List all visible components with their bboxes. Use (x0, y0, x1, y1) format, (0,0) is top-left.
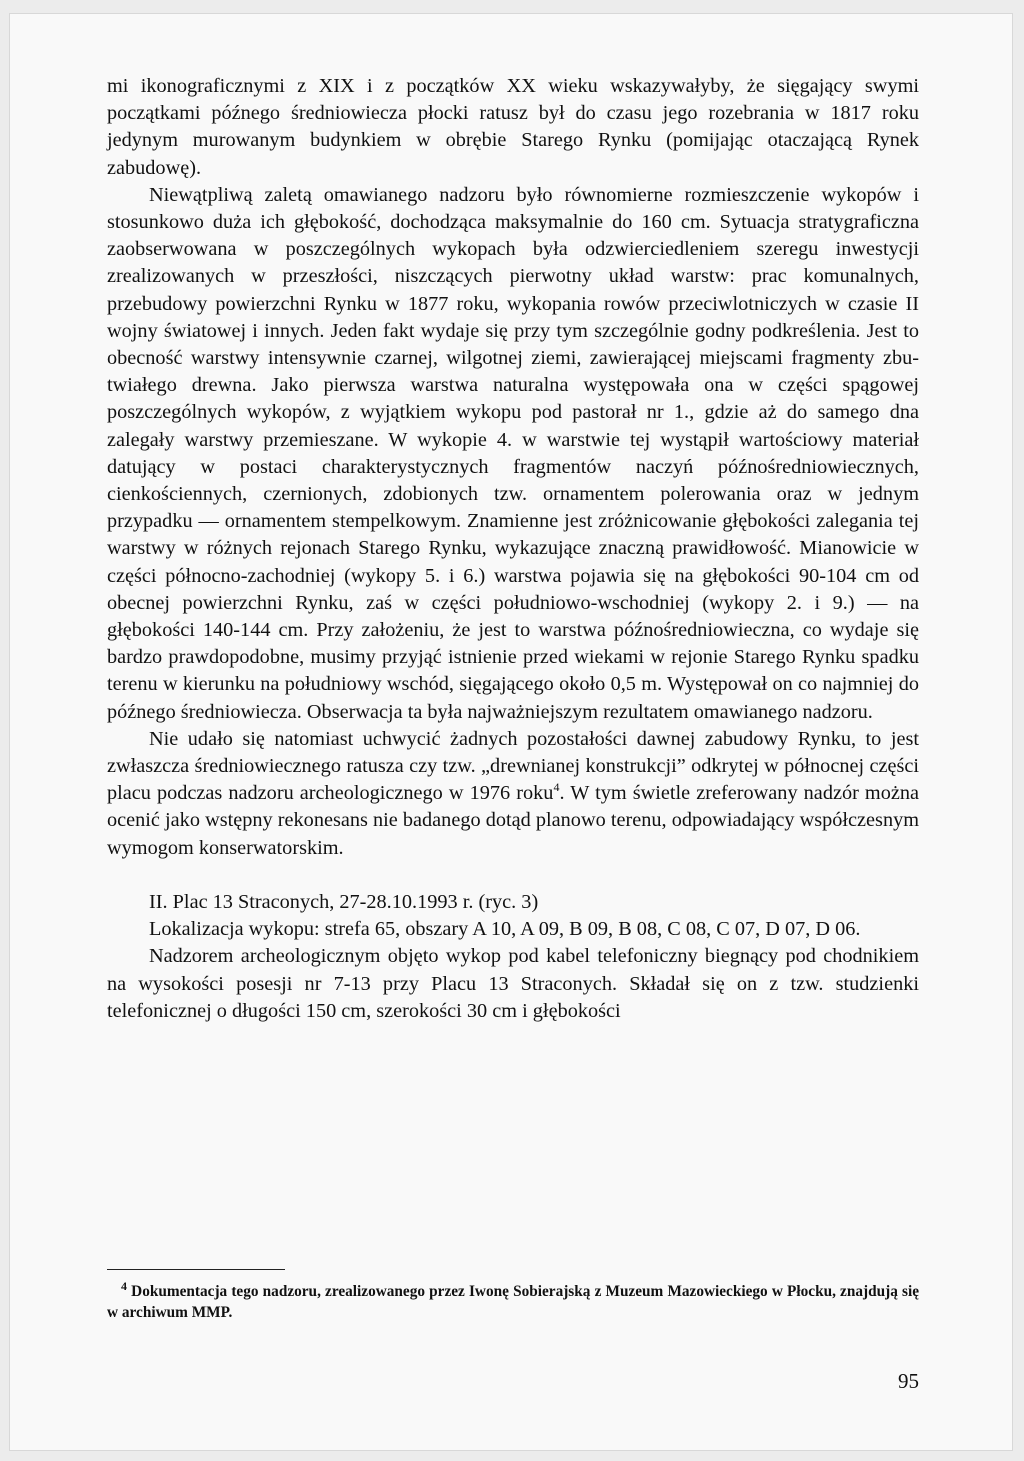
paragraph-location: Lokalizacja wykopu: strefa 65, obszary A 10, A 09, B 09, B 08, C 08, C 07, D 07, D 06. (149, 918, 861, 941)
paragraph-cable-trench: Nadzorem archeologicznym objęto wykop pod kabel telefoniczny biegnący pod chodnikiem na wysokości posesji nr 7-13 przy Placu 13 Straconych. Składał się on z tzw. studzienki telefonicznej o długości 150 cm, szerokości 30 cm i głębokości (107, 945, 919, 1022)
paragraph-continuation: mi ikonograficznymi z XIX i z początków XX wieku wskazywałyby, że sięgający swymi początkami późnego średniowiecza płocki ratusz był do czasu jego rozebrania w 1817 roku jedynym murowanym budynkiem w obrębie Starego Rynku (pomijając otaczającą Rynek zabudowę). (107, 75, 919, 179)
paragraph-stratigraphy: Niewątpliwą zaletą omawianego nadzoru było równomierne rozmieszczenie wykopów i stosunkowo duża ich głębokość, dochodząca maksymalnie do 160 cm. Sytuacja stratygraficzna zaobserwowana w poszczególnych wykopach była odzwierciedleniem szeregu inwestycji zrealizowanych w przeszłości, niszczących pierwotny układ warstw: prac komunalnych, przebudowy powierzchni Rynku w 1877 roku, wykopania rowów przeciwlotniczych w czasie II wojny światowej i innych. Jeden fakt wydaje się przy tym szczególnie godny podkreślenia. Jest to obecność warstwy intensywnie czarnej, wilgotnej ziemi, zawierającej miejscami fragmenty zbutwiałego drewna. Jako pierwsza warstwa naturalna występowała ona w części spągowej poszczególnych wykopów, z wyjątkiem wykopu pod pastorał nr 1., gdzie aż do samego dna zalegały warstwy przemieszane. W wykopie 4. w warstwie tej wystąpił wartościowy materiał datujący w postaci charakterystycznych fragmentów naczyń późnośredniowiecznych, cienkościennych, czernionych, zdobionych tzw. ornamentem polerowania oraz w jednym przypadku — ornamentem stempelkowym. Znamienne jest zróżnicowanie głębokości zalegania tej warstwy w różnych rejonach Starego Rynku, wykazujące znaczną prawidłowość. Mianowicie w części północno-zachodniej (wykopy 5. i 6.) warstwa pojawia się na głębokości 90-104 cm od obecnej powierzchni Rynku, zaś w części południowo-wschodniej (wykopy 2. i 9.) — na głębokości 140-144 cm. Przy założeniu, że jest to warstwa późnośredniowieczna, co wydaje się bardzo prawdopodobne, musimy przyjąć istnienie przed wiekami w rejonie Starego Rynku spadku terenu w kierunku na południowy wschód, sięgającego około 0,5 m. Występował on co najmniej do późnego średniowiecza. Obserwacja ta była najważniejszym rezultatem omawianego nadzoru. (107, 183, 919, 723)
paragraph-no-remains (107, 726, 919, 862)
page-number: 95 (898, 1369, 919, 1393)
paragraph-no-remains-tail: . W tym świetle zreferowany nadzór można ocenić jako wstępny rekonesans nie badanego dotąd planowo terenu, odpowiadający współczesnym wymogom konserwatorskim. (107, 782, 919, 859)
footnote-text: Dokumentacja tego nadzoru, zrealizowanego przez Iwonę Sobierajską z Muzeum Mazowieckiego w Płocku, znajdują się w archiwum MMP. (107, 1283, 919, 1321)
main-text (107, 73, 919, 1025)
footnote-marker: 4 (121, 1278, 127, 1293)
footnote-reference: 4 (553, 780, 560, 795)
section-heading: II. Plac 13 Straconych, 27-28.10.1993 r. (ryc. 3) (149, 890, 539, 913)
footnote-divider (107, 1269, 285, 1270)
paragraph-no-remains-text: Nie udało się natomiast uchwycić żadnych pozostałości dawnej zabudowy Rynku, to jest zwłaszcza średniowiecznego ratusza czy tzw. „drewnianej konstrukcji” odkrytej w północnej części placu podczas nadzoru archeologicznego w 1976 roku (107, 727, 919, 805)
footnote (107, 1278, 919, 1323)
